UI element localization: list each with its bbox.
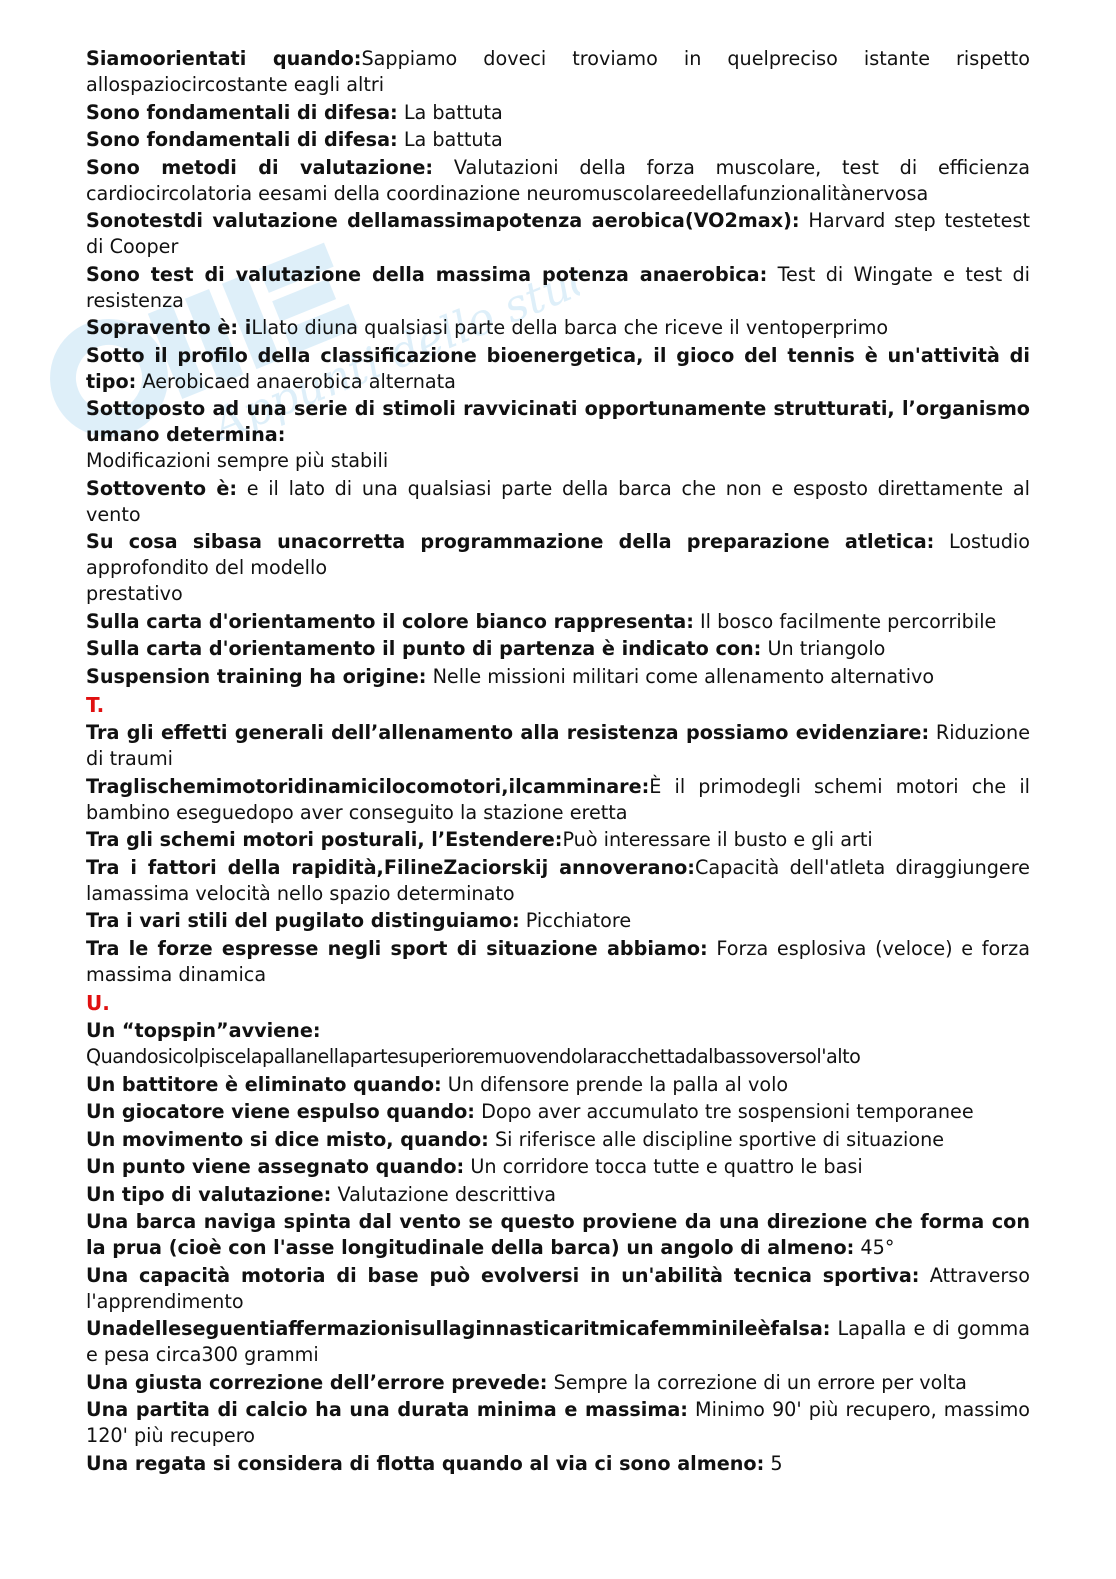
question: Sopravento è: i — [86, 316, 252, 339]
question: Un giocatore viene espulso quando: — [86, 1100, 475, 1123]
answer: Capacità dell'atleta diraggiungere lamassima velocità nello spazio determinato — [86, 855, 1030, 905]
qa-entry — [86, 127, 1030, 153]
answer: Aerobicaed anaerobica alternata — [136, 369, 456, 393]
qa-entry — [86, 720, 1030, 772]
qa-entry — [86, 262, 1030, 314]
answer: Sempre la correzione di un errore per volta — [547, 1370, 967, 1394]
question: Sulla carta d'orientamento il punto di partenza è indicato con: — [86, 637, 762, 660]
answer: Lostudio approfondito del modello — [86, 530, 1030, 579]
qa-entry — [86, 1127, 1030, 1153]
question: Una partita di calcio ha una durata minima e massima: — [86, 1398, 688, 1421]
qa-entry — [86, 315, 1030, 341]
qa-entry — [86, 396, 1030, 474]
answer: Minimo 90' più recupero, massimo 120' più recupero — [86, 1398, 1031, 1447]
answer: Llato diuna qualsiasi parte della barca che riceve il ventoperprimo — [251, 316, 889, 339]
qa-entry — [86, 155, 1030, 207]
question: Un tipo di valutazione: — [86, 1182, 332, 1206]
question: Su cosa sibasa unacorretta programmazione della preparazione atletica: — [86, 530, 935, 553]
qa-entry — [86, 908, 1030, 934]
answer-continuation: prestativo — [86, 582, 183, 605]
answer: Il bosco facilmente percorribile — [693, 609, 997, 633]
answer: Riduzione di traumi — [86, 721, 1030, 770]
answer: Un difensore prende la palla al volo — [441, 1072, 789, 1096]
answer: 45° — [854, 1236, 895, 1259]
answer: Modificazioni sempre più stabili — [86, 449, 389, 472]
answer: Nelle missioni militari come allenamento alternativo — [426, 664, 935, 688]
qa-entry — [86, 476, 1030, 528]
qa-entry — [86, 936, 1030, 988]
answer: È il primodegli schemi motori che il bambino eseguedopo aver conseguito la stazione eretta — [86, 774, 1030, 824]
question: Sono fondamentali di difesa: — [86, 128, 398, 151]
qa-entry — [86, 636, 1030, 662]
question: Una giusta correzione dell’errore prevede: — [86, 1370, 548, 1394]
question: Sottoposto ad una serie di stimoli ravvicinati opportunamente strutturati, l’organismo umano determina: — [86, 397, 1030, 446]
question: Sotto il profilo della classificazione bioenergetica, il gioco del tennis è un'attività di tipo: — [86, 343, 1030, 393]
qa-entry — [86, 774, 1030, 826]
answer: Dopo aver accumulato tre sospensioni temporanee — [474, 1100, 974, 1123]
question: Sottovento è: — [86, 476, 238, 500]
question: Sono metodi di valutazione: — [86, 155, 434, 179]
qa-entry — [86, 855, 1030, 907]
question: Una regata si considera di flotta quando al via ci sono almeno: — [86, 1451, 765, 1475]
answer: Valutazioni della forza muscolare, test di efficienza cardiocircolatoria eesami della coordinazione neuromuscolareedellafunzionalitànervosa — [86, 155, 1030, 205]
qa-entry — [86, 208, 1030, 260]
answer: Un corridore tocca tutte e quattro le basi — [464, 1155, 863, 1178]
question: Sono test di valutazione della massima potenza anaerobica: — [86, 262, 768, 286]
question: Tra gli schemi motori posturali, l’Estendere: — [86, 828, 563, 851]
qa-entry — [86, 1263, 1030, 1315]
question: Tra i fattori della rapidità,FilineZaciorskij annoverano: — [86, 855, 695, 879]
qa-entry — [86, 46, 1030, 98]
answer: Harvard step testetest di Cooper — [86, 209, 1030, 258]
answer: 5 — [764, 1451, 783, 1475]
qa-entry — [86, 343, 1030, 395]
watermark-text: Appunti dello studente — [205, 213, 580, 450]
qa-entry — [86, 1451, 1030, 1477]
qa-entry — [86, 100, 1030, 126]
answer: Attraverso l'apprendimento — [86, 1263, 1031, 1313]
qa-entry — [86, 609, 1030, 635]
qa-entry — [86, 1018, 1030, 1070]
answer: Può interessare il busto e gli arti — [562, 828, 873, 851]
qa-entry — [86, 1370, 1030, 1396]
question: Sono fondamentali di difesa: — [86, 100, 398, 124]
qa-entry — [86, 1397, 1030, 1449]
entries-t — [86, 720, 1030, 988]
question: Traglischemimotoridinamicilocomotori,ilcamminare: — [86, 774, 650, 798]
question: Un “topspin”avviene: — [86, 1019, 321, 1042]
question: Tra gli effetti generali dell’allenamento alla resistenza possiamo evidenziare: — [86, 721, 930, 744]
qa-entry — [86, 1209, 1030, 1261]
qa-entry — [86, 1316, 1030, 1368]
question: Un punto viene assegnato quando: — [86, 1155, 465, 1178]
question: Tra le forze espresse negli sport di situazione abbiamo: — [86, 936, 708, 960]
answer: La battuta — [397, 128, 503, 151]
document-page — [86, 46, 1030, 1478]
answer: Si riferisce alle discipline sportive di situazione — [488, 1127, 945, 1151]
question: Un movimento si dice misto, quando: — [86, 1127, 489, 1151]
question: Siamoorientati quando: — [86, 47, 362, 70]
qa-entry — [86, 1099, 1030, 1125]
answer: Lapalla e di gomma e pesa circa300 grammi — [86, 1317, 1030, 1366]
section-heading-u: U. — [86, 991, 110, 1015]
qa-entry — [86, 664, 1030, 690]
entries-u — [86, 1018, 1030, 1477]
answer: Sappiamo doveci troviamo in quelpreciso istante rispetto allospaziocircostante eagli altri — [86, 47, 1030, 96]
question: Una capacità motoria di base può evolversi in un'abilità tecnica sportiva: — [86, 1263, 920, 1287]
answer: La battuta — [397, 100, 503, 124]
question: Sonotestdi valutazione dellamassimapotenza aerobica(VO2max): — [86, 209, 800, 232]
question: Suspension training ha origine: — [86, 664, 427, 688]
question: Una barca naviga spinta dal vento se questo proviene da una direzione che forma con la prua (cioè con l'asse longitudinale della barca) un angolo di almeno: — [86, 1210, 1030, 1259]
qa-entry — [86, 1072, 1030, 1098]
answer: Un triangolo — [761, 637, 886, 660]
question: Sulla carta d'orientamento il colore bianco rappresenta: — [86, 609, 694, 633]
answer: e il lato di una qualsiasi parte della barca che non e esposto direttamente al vento — [86, 476, 1030, 526]
answer: Quandosicolpiscelapallanellapartesuperioremuovendolaracchettadalbassoversol'alto — [86, 1045, 861, 1068]
answer: Forza esplosiva (veloce) e forza massima dinamica — [86, 936, 1030, 986]
qa-entry — [86, 1154, 1030, 1180]
qa-entry — [86, 1182, 1030, 1208]
question: Unadelleseguentiaffermazionisullaginnasticaritmicafemminileèfalsa: — [86, 1317, 831, 1340]
entries-s — [86, 46, 1030, 690]
section-heading-t: T. — [86, 693, 105, 717]
qa-entry — [86, 529, 1030, 607]
question: Un battitore è eliminato quando: — [86, 1072, 442, 1096]
answer: Valutazione descrittiva — [331, 1182, 557, 1206]
qa-entry — [86, 827, 1030, 853]
question: Tra i vari stili del pugilato distinguiamo: — [86, 909, 520, 932]
answer: Picchiatore — [519, 909, 632, 932]
answer: Test di Wingate e test di resistenza — [86, 262, 1031, 312]
